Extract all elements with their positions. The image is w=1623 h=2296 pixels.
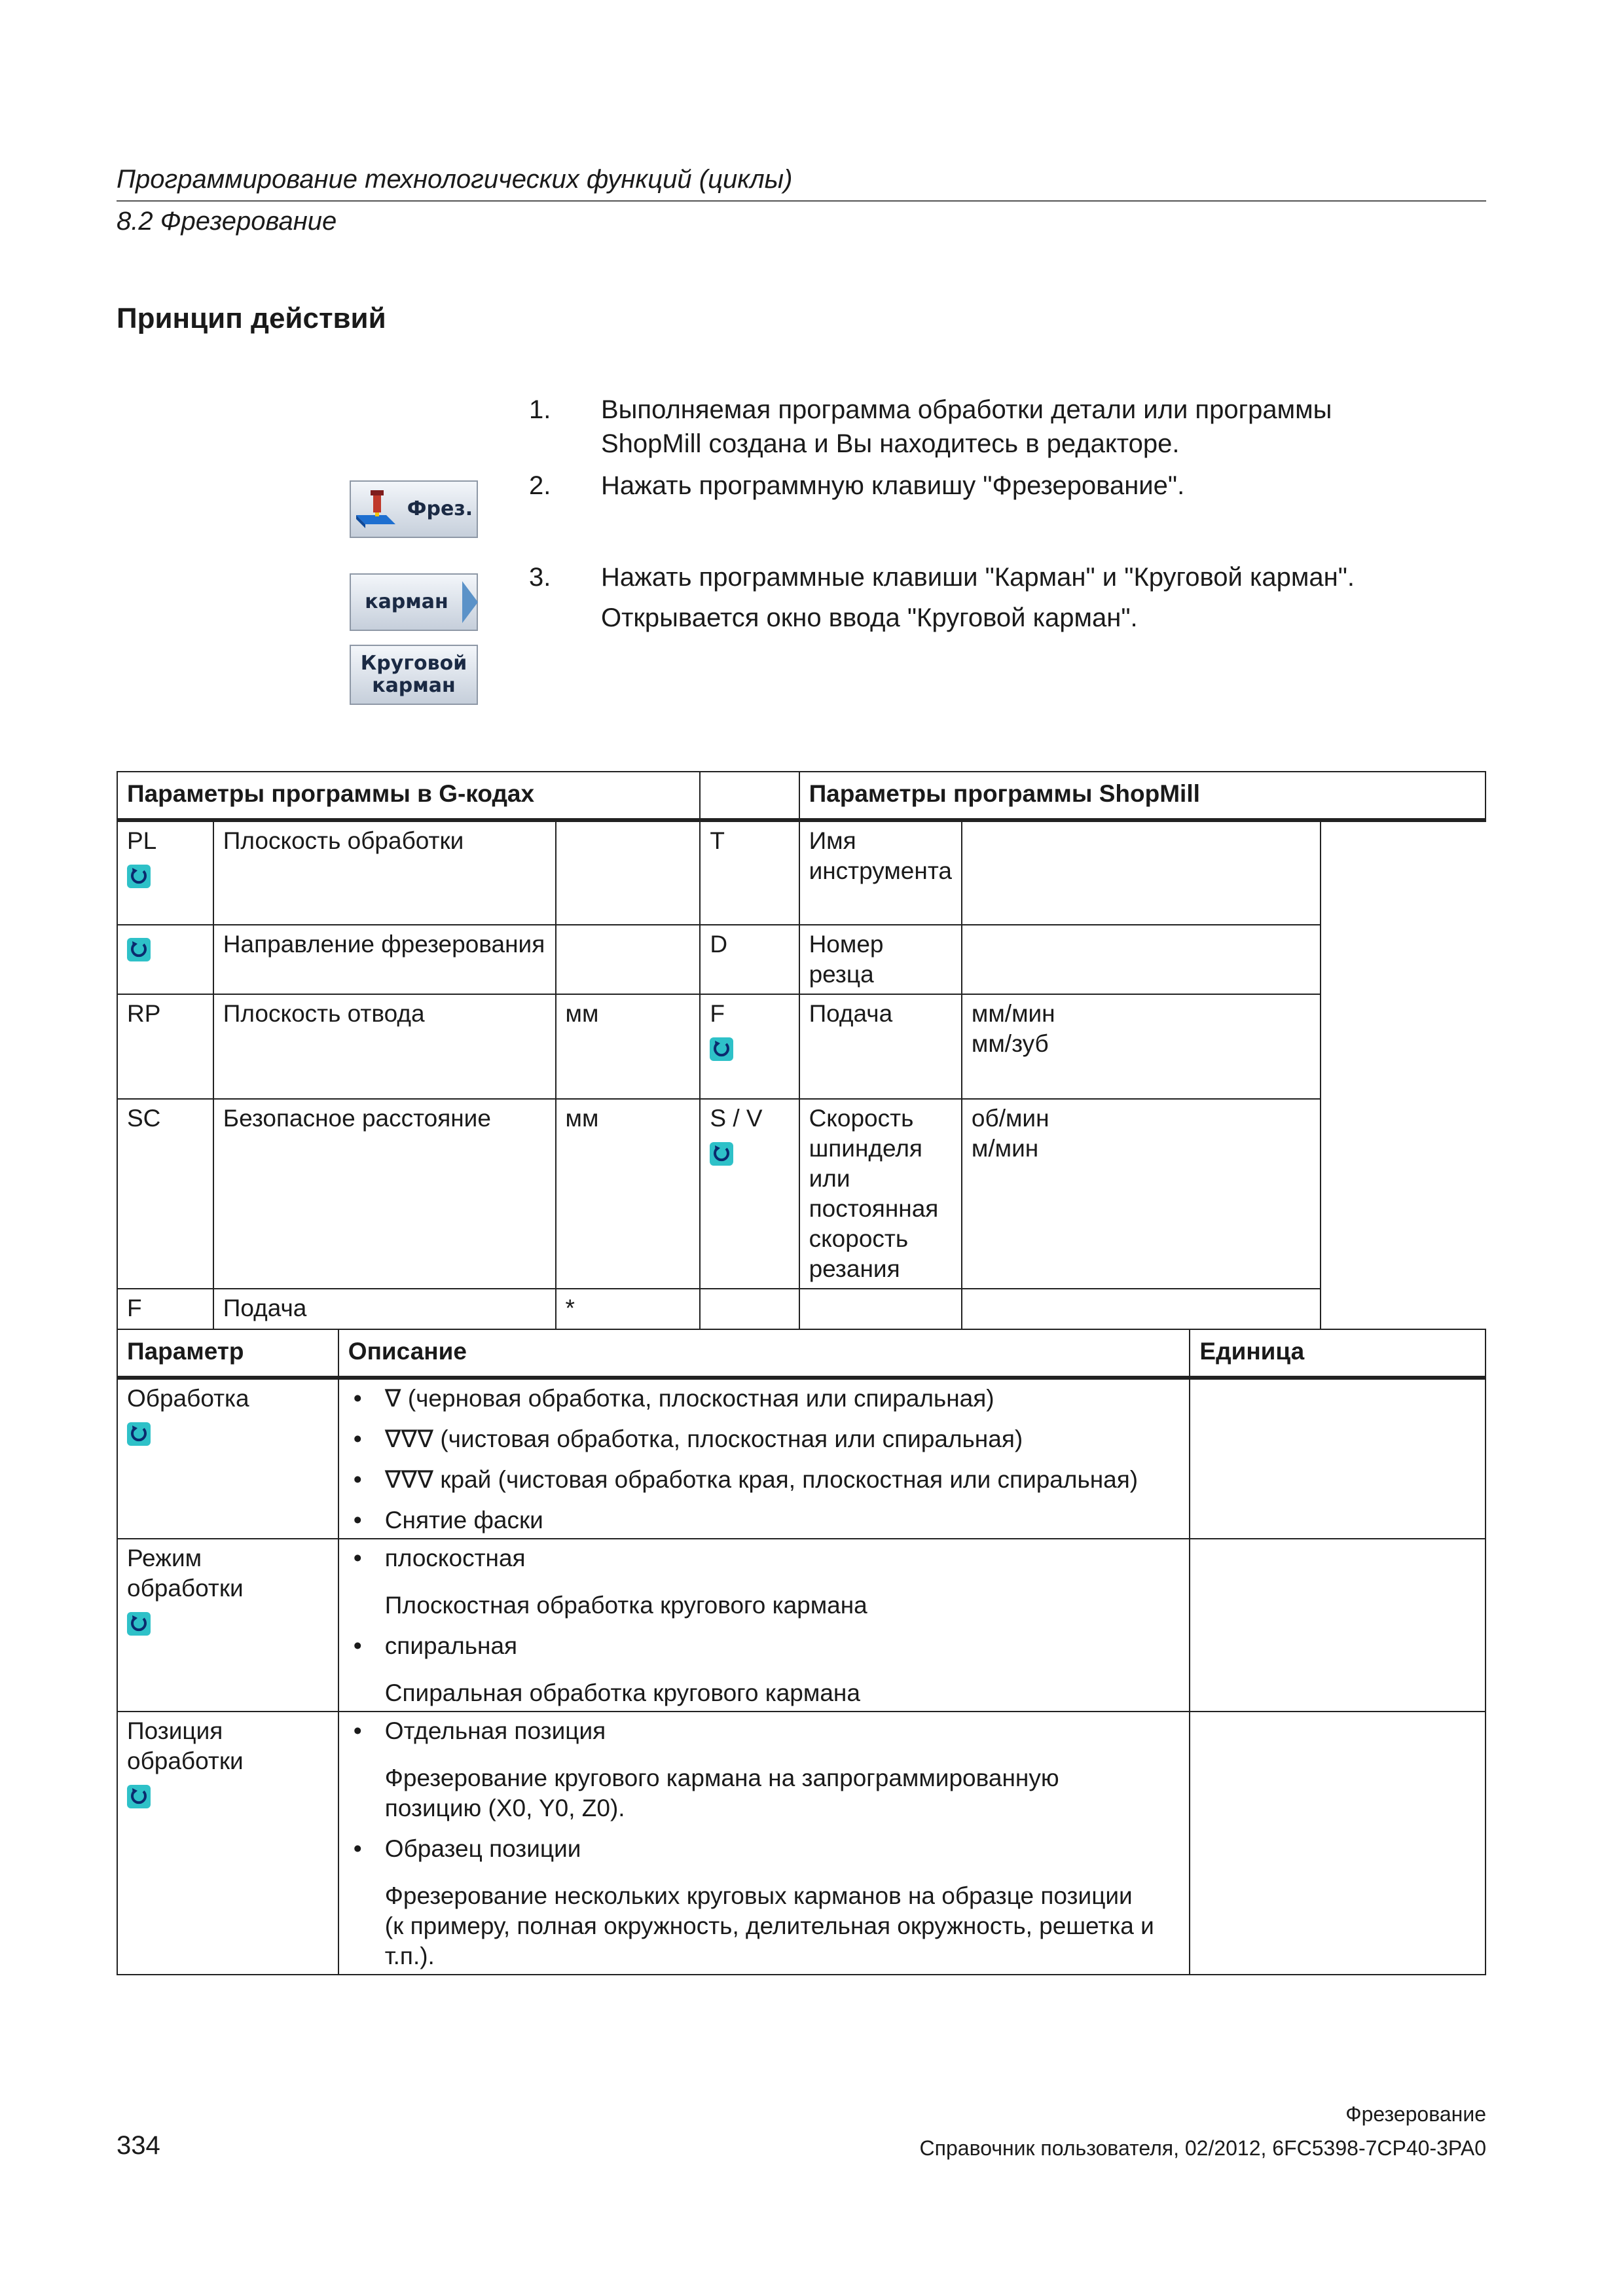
param-code-text: F bbox=[710, 1000, 725, 1027]
page-number: 334 bbox=[117, 2131, 160, 2160]
gcode-param-code bbox=[117, 994, 213, 1099]
cycle-toggle-icon bbox=[127, 938, 151, 961]
header-rule bbox=[117, 200, 1486, 202]
item-detail: Фрезерование нескольких круговых карманов на образце позиции (к примеру, полная окружность, делительная окружность, решетка и т.п.). bbox=[384, 1882, 1154, 1969]
gcode-param-description: Направление фрезерования bbox=[213, 925, 556, 994]
parameter-name: Позиция обработки bbox=[127, 1717, 244, 1774]
step-text bbox=[601, 560, 1355, 635]
bullet-item: • спиральная bbox=[348, 1631, 1180, 1661]
param-code-text: PL bbox=[127, 827, 157, 854]
unit-cell bbox=[1190, 1712, 1486, 1975]
gcode-param-code bbox=[117, 1099, 213, 1289]
item-detail: Спиральная обработка кругового кармана bbox=[384, 1679, 860, 1706]
item-detail: Плоскостная обработка кругового кармана bbox=[384, 1592, 867, 1619]
param-code-text: F bbox=[127, 1295, 142, 1321]
shopmill-param-code bbox=[700, 1099, 799, 1289]
shopmill-param-description: Скорость шпинделя или постоянная скорость резания bbox=[799, 1099, 962, 1289]
gcode-param-code bbox=[117, 820, 213, 925]
shopmill-param-description: Подача bbox=[799, 994, 962, 1099]
page-heading: Принцип действий bbox=[117, 302, 386, 334]
shopmill-param-description bbox=[799, 1289, 962, 1329]
gcode-param-description: Плоскость отвода bbox=[213, 994, 556, 1099]
shopmill-param-code bbox=[700, 925, 799, 994]
gcode-param-unit: мм bbox=[556, 1099, 701, 1289]
cycle-toggle-icon bbox=[710, 1142, 733, 1166]
table-row bbox=[117, 925, 1486, 994]
table-row bbox=[117, 1712, 1486, 1975]
table-row bbox=[117, 1539, 1486, 1712]
step-line: Выполняемая программа обработки детали или программы bbox=[601, 395, 1332, 424]
milling-icon bbox=[355, 489, 397, 529]
shopmill-param-description: Имя инструмента bbox=[799, 820, 962, 925]
shopmill-param-unit bbox=[962, 820, 1321, 925]
gcode-param-unit: * bbox=[556, 1289, 701, 1329]
table-row bbox=[117, 820, 1486, 925]
param-code-text: S / V bbox=[710, 1105, 763, 1132]
gcode-param-description: Безопасное расстояние bbox=[213, 1099, 556, 1289]
unit-cell bbox=[1190, 1539, 1486, 1712]
gcode-param-unit bbox=[556, 820, 701, 925]
shopmill-param-unit bbox=[962, 925, 1321, 994]
cycle-toggle-icon bbox=[127, 1612, 151, 1636]
bullet-item: • ∇∇∇ край (чистовая обработка края, плоскостная или спиральная) bbox=[348, 1465, 1180, 1495]
cycle-toggle-icon bbox=[127, 1785, 151, 1808]
item-detail: Фрезерование кругового кармана на запрограммированную позицию (X0, Y0, Z0). bbox=[384, 1765, 1059, 1821]
step-number: 1. bbox=[529, 395, 551, 424]
step-text bbox=[601, 393, 1332, 461]
shopmill-params-header: Параметры программы ShopMill bbox=[799, 772, 1486, 820]
step-text bbox=[601, 469, 1184, 503]
pocket-softkey bbox=[350, 573, 478, 631]
table-row bbox=[117, 1378, 1486, 1539]
step-line: Нажать программные клавиши "Карман" и "Круговой карман". bbox=[601, 563, 1355, 592]
param-code-text: RP bbox=[127, 1000, 161, 1027]
description-table bbox=[117, 1329, 1486, 1975]
mill-softkey-label: Фрез. bbox=[407, 497, 473, 520]
parameter-cell bbox=[117, 1378, 338, 1539]
description-cell bbox=[338, 1712, 1190, 1975]
mill-softkey bbox=[350, 480, 478, 538]
bullet-item: • Образец позиции bbox=[348, 1834, 1180, 1864]
table-spacer bbox=[700, 772, 799, 820]
bullet-item: • плоскостная bbox=[348, 1543, 1180, 1573]
param-code-text: T bbox=[710, 827, 725, 854]
shopmill-param-code bbox=[700, 994, 799, 1099]
gcode-param-code bbox=[117, 925, 213, 994]
table-header-row bbox=[117, 1329, 1486, 1378]
parameter-header: Параметр bbox=[117, 1329, 338, 1378]
gcode-params-header: Параметры программы в G-кодах bbox=[117, 772, 700, 820]
parameters-table bbox=[117, 771, 1486, 1330]
unit-header: Единица bbox=[1190, 1329, 1486, 1378]
param-code-text: D bbox=[710, 931, 728, 958]
description-cell bbox=[338, 1378, 1190, 1539]
parameter-name: Обработка bbox=[127, 1385, 249, 1412]
step-line: ShopMill создана и Вы находитесь в редакторе. bbox=[601, 429, 1180, 458]
parameter-cell bbox=[117, 1712, 338, 1975]
table-row bbox=[117, 1289, 1486, 1329]
shopmill-param-unit: мм/мин мм/зуб bbox=[962, 994, 1321, 1099]
bullet-item: • Снятие фаски bbox=[348, 1505, 1180, 1535]
description-cell bbox=[338, 1539, 1190, 1712]
description-header: Описание bbox=[338, 1329, 1190, 1378]
shopmill-param-code bbox=[700, 820, 799, 925]
footer-topic: Фрезерование bbox=[1345, 2102, 1486, 2126]
pocket-softkey-label: карман bbox=[365, 590, 448, 613]
footer-document: Справочник пользователя, 02/2012, 6FC5398-7CP40-3PA0 bbox=[919, 2136, 1486, 2160]
gcode-param-code bbox=[117, 1289, 213, 1329]
parameter-cell bbox=[117, 1539, 338, 1712]
cycle-toggle-icon bbox=[127, 1422, 151, 1446]
table-row bbox=[117, 994, 1486, 1099]
param-code-text: SC bbox=[127, 1105, 161, 1132]
cycle-toggle-icon bbox=[710, 1037, 733, 1061]
step-number: 3. bbox=[529, 563, 551, 592]
bullet-item: • Отдельная позиция bbox=[348, 1716, 1180, 1746]
parameter-name: Режим обработки bbox=[127, 1545, 244, 1602]
unit-cell bbox=[1190, 1378, 1486, 1539]
shopmill-param-code bbox=[700, 1289, 799, 1329]
step-line: Открывается окно ввода "Круговой карман". bbox=[601, 603, 1138, 632]
step-line: Нажать программную клавишу "Фрезерование". bbox=[601, 471, 1185, 500]
bullet-item: • ∇∇∇ (чистовая обработка, плоскостная или спиральная) bbox=[348, 1424, 1180, 1454]
section-title: 8.2 Фрезерование bbox=[117, 207, 337, 236]
shopmill-param-unit: об/мин м/мин bbox=[962, 1099, 1321, 1289]
circular-pocket-softkey-label: Круговой карман bbox=[360, 651, 467, 697]
chapter-title: Программирование технологических функций (циклы) bbox=[117, 165, 793, 194]
bullet-item: • ∇ (черновая обработка, плоскостная или спиральная) bbox=[348, 1384, 1180, 1414]
gcode-param-unit: мм bbox=[556, 994, 701, 1099]
step-number: 2. bbox=[529, 471, 551, 500]
circular-pocket-softkey bbox=[350, 645, 478, 705]
gcode-param-unit bbox=[556, 925, 701, 994]
shopmill-param-unit bbox=[962, 1289, 1321, 1329]
gcode-param-description: Плоскость обработки bbox=[213, 820, 556, 925]
table-header-row bbox=[117, 772, 1486, 820]
gcode-param-description: Подача bbox=[213, 1289, 556, 1329]
arrow-right-icon bbox=[462, 581, 478, 623]
table-row bbox=[117, 1099, 1486, 1289]
cycle-toggle-icon bbox=[127, 865, 151, 888]
shopmill-param-description: Номер резца bbox=[799, 925, 962, 994]
